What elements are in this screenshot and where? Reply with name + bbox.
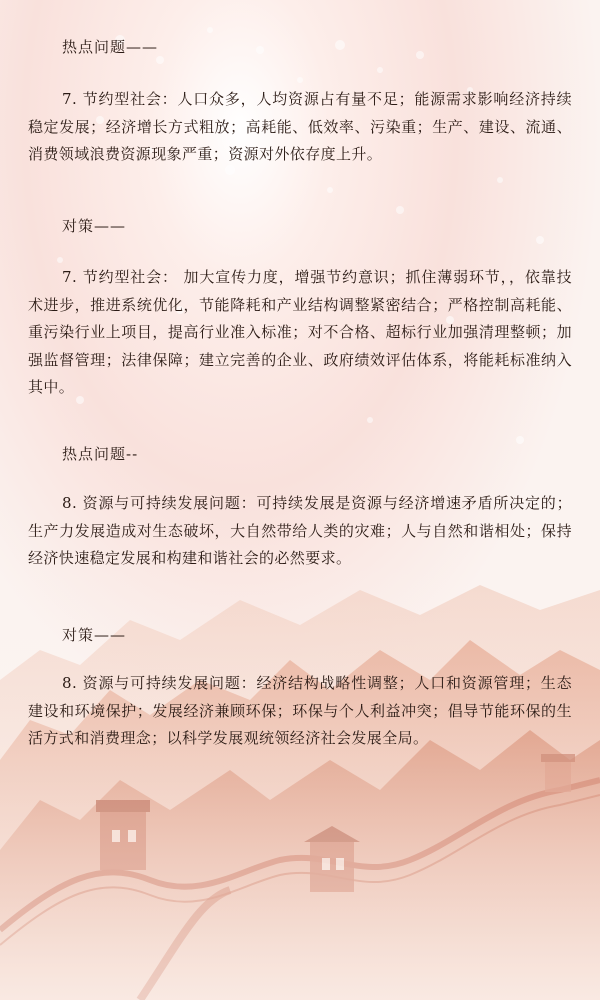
section-heading-4: 对策—— (62, 626, 127, 644)
section-heading-3: 热点问题-- (62, 445, 139, 463)
section-paragraph-3: 8. 资源与可持续发展问题：可持续发展是资源与经济增速矛盾所决定的；生产力发展造成对生态破坏，大自然带给人类的灾难；人与自然和谐相处；保持经济快速稳定发展和构建和谐社会的必然要求。 (28, 494, 572, 567)
section-heading-1: 热点问题—— (62, 38, 159, 56)
section-paragraph-4: 8. 资源与可持续发展问题：经济结构战略性调整；人口和资源管理；生态建设和环境保护；发展经济兼顾环保；环保与个人利益冲突；倡导节能环保的生活方式和消费理念；以科学发展观统领经济社会发展全局。 (28, 674, 572, 747)
section-paragraph-2: 7. 节约型社会： 加大宣传力度，增强节约意识；抓住薄弱环节，，依靠技术进步，推进系统优化，节能降耗和产业结构调整紧密结合；严格控制高耗能、重污染行业上项目，提高行业准入标准；对不合格、超标行业加强清理整顿；加强监督管理；法律保障；建立完善的企业、政府绩效评估体系，将能耗标准纳入其中。 (28, 268, 572, 396)
section-heading-2: 对策—— (62, 217, 127, 235)
section-paragraph-1: 7. 节约型社会：人口众多，人均资源占有量不足；能源需求影响经济持续稳定发展；经济增长方式粗放；高耗能、低效率、污染重；生产、建设、流通、消费领域浪费资源现象严重；资源对外依存度上升。 (28, 90, 572, 163)
